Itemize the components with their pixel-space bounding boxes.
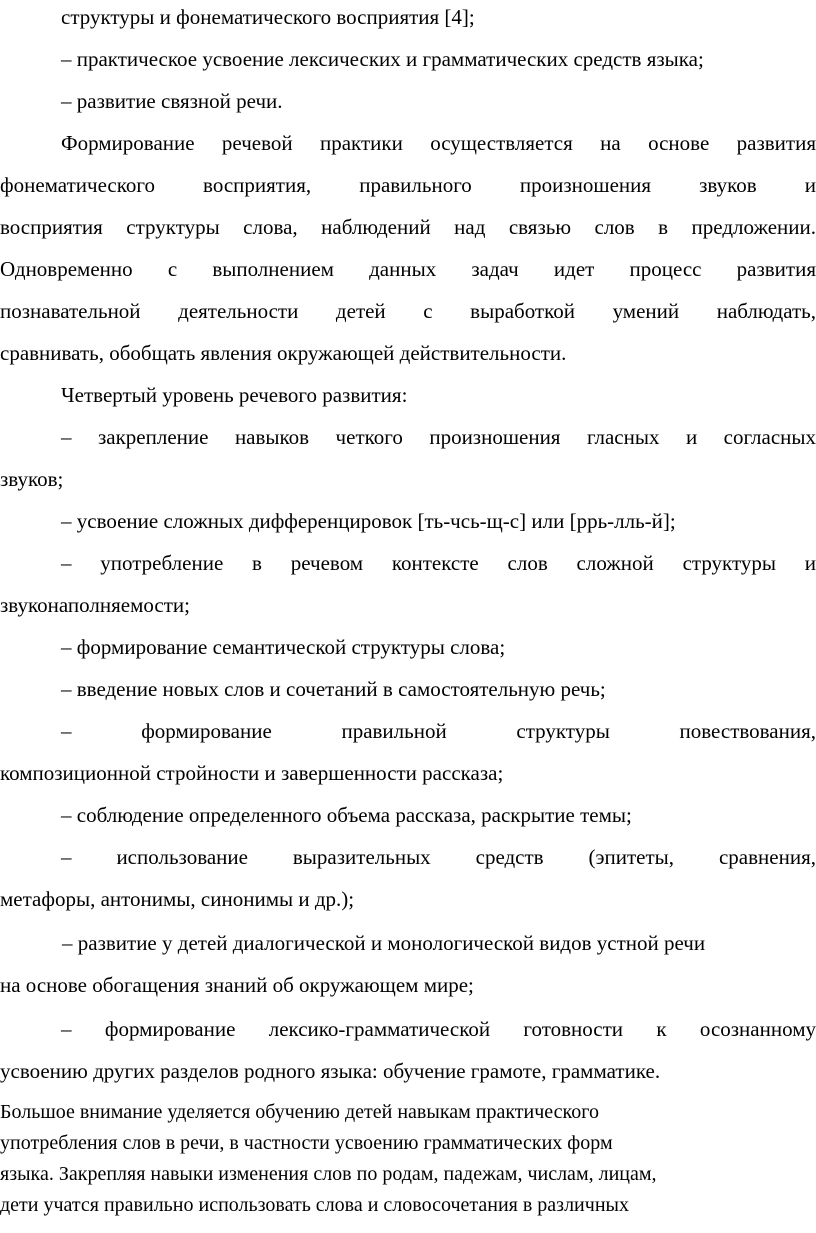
text-line: – практическое усвоение лексических и грамматических средств языка; (61, 47, 704, 71)
text-line: Четвертый уровень речевого развития: (61, 383, 408, 407)
text-line: Одновременно с выполнением данных задач идет процесс развития (0, 257, 816, 281)
text-line: на основе обогащения знаний об окружающем мире; (0, 973, 474, 997)
text-line: Большое внимание уделяется обучению детей навыкам практического (0, 1101, 599, 1123)
text-line: усвоению других разделов родного языка: обучение грамоте, грамматике. (0, 1059, 661, 1083)
text-line: звуков; (0, 467, 64, 491)
text-line: звуконаполняемости; (0, 593, 190, 617)
text-line: – введение новых слов и сочетаний в самостоятельную речь; (61, 677, 606, 701)
text-line: – использование выразительных средств (эпитеты, сравнения, (61, 845, 816, 869)
text-line: – усвоение сложных дифференцировок [ть-чсь-щ-с] или [ррь-лль-й]; (61, 509, 676, 533)
text-line: – формирование лексико-грамматической готовности к осознанному (61, 1017, 816, 1041)
text-line: композиционной стройности и завершенности рассказа; (0, 761, 504, 785)
text-line: Формирование речевой практики осуществляется на основе развития (61, 131, 816, 155)
text-line: познавательной деятельности детей с выработкой умений наблюдать, (0, 299, 816, 323)
text-line: дети учатся правильно использовать слова и словосочетания в различных (0, 1194, 629, 1216)
text-line: языка. Закрепляя навыки изменения слов по родам, падежам, числам, лицам, (0, 1163, 657, 1185)
text-line: – соблюдение определенного объема рассказа, раскрытие темы; (61, 803, 632, 827)
text-line: метафоры, антонимы, синонимы и др.); (0, 887, 355, 911)
text-line: фонематического восприятия, правильного произношения звуков и (0, 173, 816, 197)
text-line: – употребление в речевом контексте слов сложной структуры и (61, 551, 816, 575)
text-line: – развитие у детей диалогической и монологической видов устной речи (62, 931, 706, 955)
text-line: употребления слов в речи, в частности усвоению грамматических форм (0, 1132, 613, 1154)
text-line: восприятия структуры слова, наблюдений над связью слов в предложении. (0, 215, 816, 239)
text-line: – формирование семантической структуры слова; (61, 635, 506, 659)
text-line: – формирование правильной структуры повествования, (61, 719, 816, 743)
text-line: структуры и фонематического восприятия [4]; (61, 5, 475, 29)
text-line: – развитие связной речи. (61, 89, 283, 113)
text-line: сравнивать, обобщать явления окружающей действительности. (0, 341, 567, 365)
text-line: – закрепление навыков четкого произношения гласных и согласных (61, 425, 816, 449)
